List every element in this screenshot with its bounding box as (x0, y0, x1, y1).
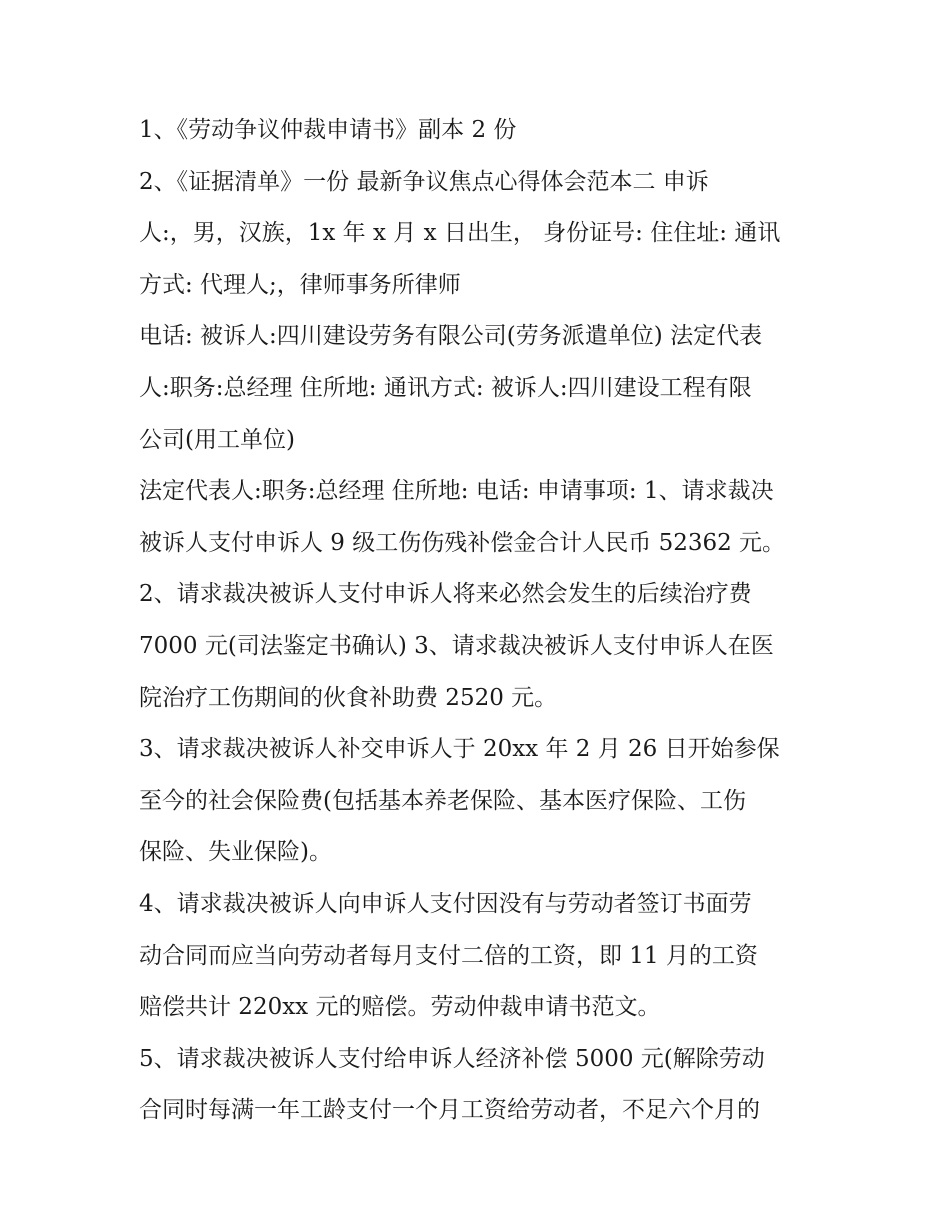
text-line: 3、请求裁决被诉人补交申诉人于 20xx 年 2 月 26 日开始参保 (139, 736, 780, 763)
text-line: 人:职务:总经理 住所地: 通讯方式: 被诉人:四川建设工程有限 (139, 374, 752, 401)
text-line: 2、《证据清单》一份 最新争议焦点心得体会范本二 申诉 (139, 168, 709, 195)
text-line: 动合同而应当向劳动者每月支付二倍的工资，即 11 月的工资 (139, 942, 758, 969)
text-line: 保险、失业保险)。 (139, 839, 332, 866)
text-line: 院治疗工伤期间的伙食补助费 2520 元。 (139, 684, 558, 711)
text-line: 赔偿共计 220xx 元的赔偿。劳动仲裁申请书范文。 (139, 994, 661, 1021)
text-line: 人:，男，汉族，1x 年 x 月 x 日出生， 身份证号: 住住址: 通讯 (139, 220, 781, 247)
text-line: 法定代表人:职务:总经理 住所地: 电话: 申请事项: 1、请求裁决 (139, 478, 774, 505)
text-line: 至今的社会保险费(包括基本养老保险、基本医疗保险、工伤 (139, 787, 746, 814)
text-line: 5、请求裁决被诉人支付给申诉人经济补偿 5000 元(解除劳动 (139, 1045, 765, 1072)
text-line: 7000 元(司法鉴定书确认) 3、请求裁决被诉人支付申诉人在医 (139, 632, 774, 659)
text-line: 4、请求裁决被诉人向申诉人支付因没有与劳动者签订书面劳 (139, 890, 752, 917)
text-line: 被诉人支付申诉人 9 级工伤伤残补偿金合计人民币 52362 元。 (139, 529, 786, 556)
document-body (139, 110, 819, 1142)
text-line: 方式: 代理人;，律师事务所律师 (139, 271, 461, 298)
text-line: 公司(用工单位) (139, 426, 295, 453)
text-line: 2、请求裁决被诉人支付申诉人将来必然会发生的后续治疗费 (139, 581, 752, 608)
text-line: 合同时每满一年工龄支付一个月工资给劳动者，不足六个月的 (139, 1097, 760, 1124)
text-line: 1、《劳动争议仲裁申请书》副本 2 份 (139, 117, 517, 143)
text-line: 电话: 被诉人:四川建设劳务有限公司(劳务派遣单位) 法定代表 (139, 323, 763, 350)
